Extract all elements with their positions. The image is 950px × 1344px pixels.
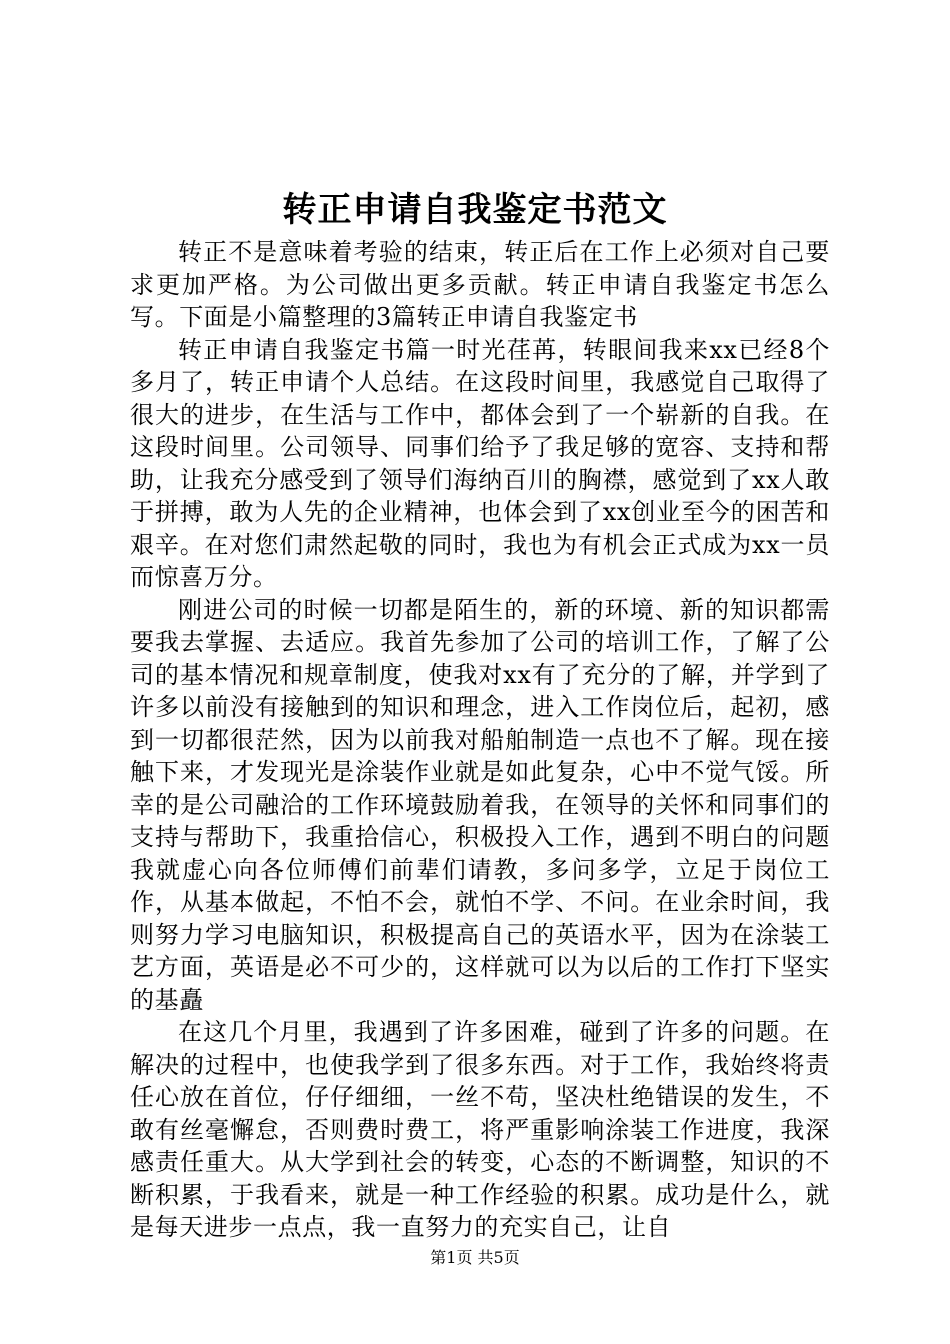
paragraph-3: 在这几个月里，我遇到了许多困难，碰到了许多的问题。在解决的过程中，也使我学到了很多东西。对于工作，我始终将责任心放在首位，仔仔细细，一丝不苟，坚决杜绝错误的发生，不敢有丝毫懈怠，否则费时费工，将严重影响涂装工作进度，我深感责任重大。从大学到社会的转变，心态的不断调整，知识的不断积累，于我看来，就是一种工作经验的积累。成功是什么，就是每天进步一点点，我一直努力的充实自己，让自 [130, 1018, 830, 1241]
document-body [130, 236, 830, 1244]
page-number-footer: 第1页 共5页 [430, 1248, 520, 1267]
paragraph-intro: 转正不是意味着考验的结束，转正后在工作上必须对自己要求更加严格。为公司做出更多贡献。转正申请自我鉴定书怎么写。下面是小篇整理的3篇转正申请自我鉴定书 [130, 238, 830, 331]
document-title: 转正申请自我鉴定书范文 [282, 190, 668, 230]
paragraph-2: 刚进公司的时候一切都是陌生的，新的环境、新的知识都需要我去掌握、去适应。我首先参加了公司的培训工作，了解了公司的基本情况和规章制度，使我对xx有了充分的了解，并学到了许多以前没有接触到的知识和理念，进入工作岗位后，起初，感到一切都很茫然，因为以前我对船舶制造一点也不了解。现在接触下来，才发现光是涂装作业就是如此复杂，心中不觉气馁。所幸的是公司融洽的工作环境鼓励着我，在领导的关怀和同事们的支持与帮助下，我重拾信心，积极投入工作，遇到不明白的问题我就虚心向各位师傅们前辈们请教，多问多学，立足于岗位工作，从基本做起，不怕不会，就怕不学、不问。在业余时间，我则努力学习电脑知识，积极提高自己的英语水平，因为在涂装工艺方面，英语是必不可少的，这样就可以为以后的工作打下坚实的基矗 [130, 595, 830, 1014]
paragraph-1: 转正申请自我鉴定书篇一时光荏苒，转眼间我来xx已经8个多月了，转正申请个人总结。在这段时间里，我感觉自己取得了很大的进步，在生活与工作中，都体会到了一个崭新的自我。在这段时间里。公司领导、同事们给予了我足够的宽容、支持和帮助，让我充分感受到了领导们海纳百川的胸襟，感觉到了xx人敢于拼搏，敢为人先的企业精神，也体会到了xx创业至今的困苦和艰辛。在对您们肃然起敬的同时，我也为有机会正式成为xx一员而惊喜万分。 [130, 335, 830, 591]
